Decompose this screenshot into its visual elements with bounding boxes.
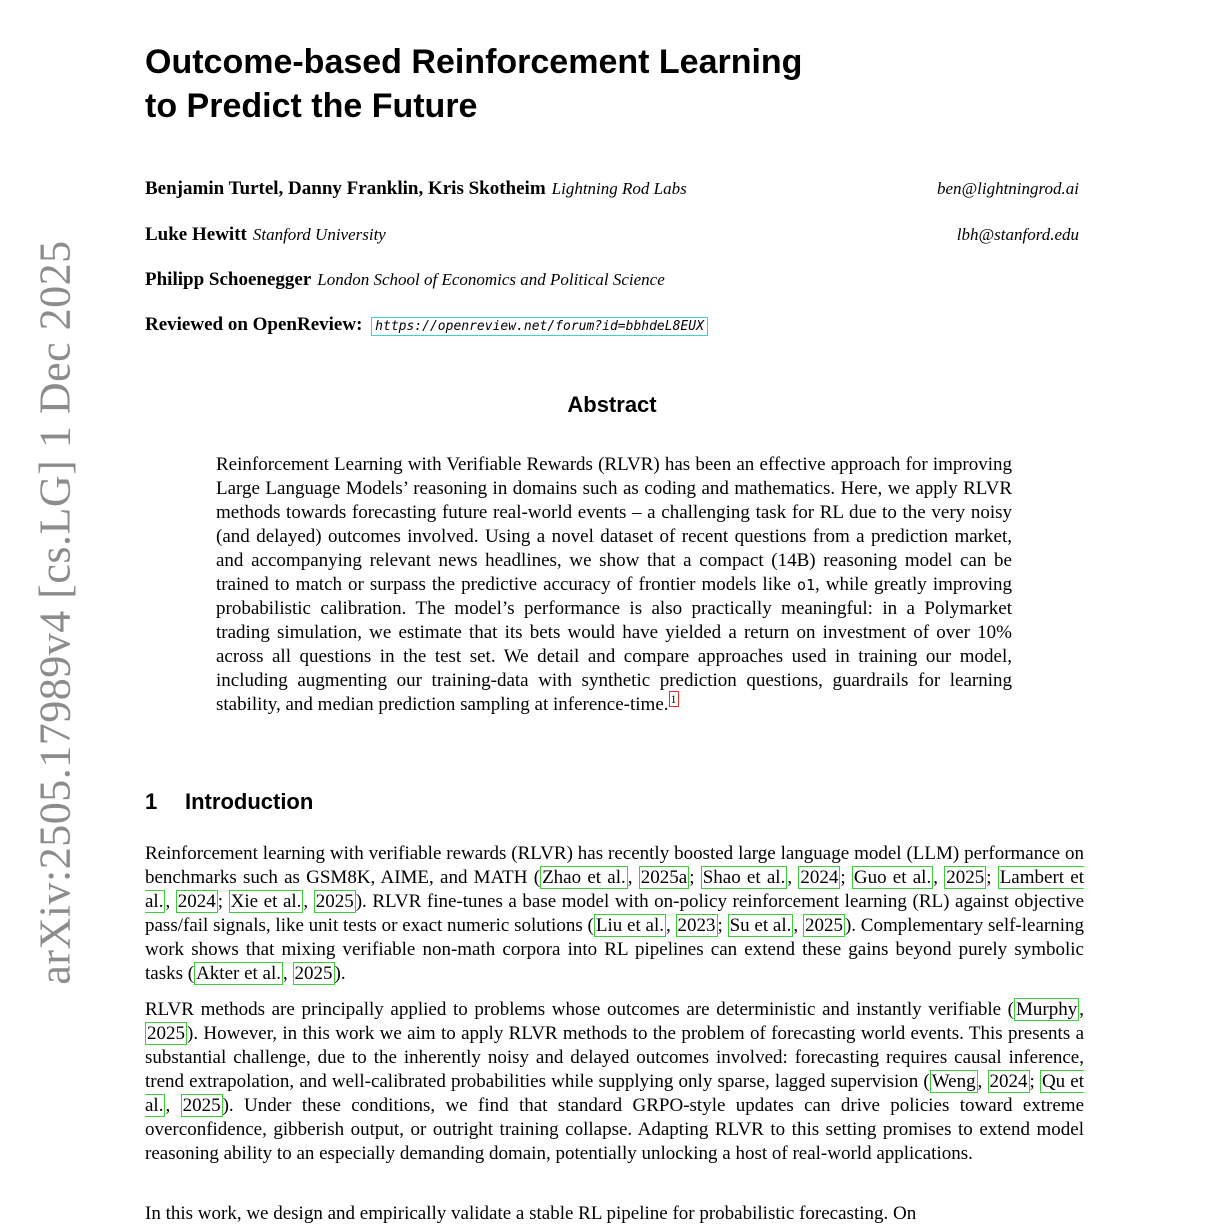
author-affiliation: Stanford University bbox=[252, 225, 386, 244]
citation-link[interactable]: 2025 bbox=[182, 1095, 221, 1116]
author-line-2 bbox=[145, 223, 1079, 247]
citation-link[interactable]: 2024 bbox=[177, 891, 216, 912]
intro-paragraph-3 bbox=[145, 1202, 1084, 1226]
paragraph-text: In this work, we design and empirically validate a stable RL pipeline for probabilistic forecasting. On bbox=[145, 1203, 917, 1224]
paragraph-text: ). However, in this work we aim to apply RLVR methods to the problem of forecasting world events. This presents a substantial challenge, due to the inherently noisy and delayed outcomes involved: forecasting requires causal inference, trend extrapolation, and well-calibrated probabilities while supplying only sparse, lagged supervision ( bbox=[145, 1023, 1084, 1092]
section-title: Introduction bbox=[185, 789, 314, 814]
abstract-body bbox=[216, 453, 1012, 717]
citation-link[interactable]: Liu et al. bbox=[595, 915, 664, 936]
abstract-text-2: , while greatly improving probabilistic calibration. The model’s performance is also practically meaningful: in a Polymarket trading simulation, we estimate that its bets would have yielded a return on investment of over 10% across all questions in the test set. We detail and compare approaches used in training our model, including augmenting our training-data with synthetic prediction questions, guardrails for learning stability, and median prediction sampling at inference-time. bbox=[216, 574, 1012, 715]
intro-paragraph-1: Reinforcement learning with verifiable rewards (RLVR) has recently boosted large language model (LLM) performance on benchmarks such as GSM8K, AIME, and MATH ( Zhao et al. , 2025a ; Shao et al. , 2024 ; Guo et al. , 2025 ; Lambert et al. , 2024 ; Xie et al. , 2025 ). RLVR fine-tunes a base model with on-policy reinforcement learning (RL) against objective pass/fail signals, like unit tests or exact numeric solutions ( Liu et al. , 2023 ; Su et al. , 2025 ). Complementary self-learning work shows that mixing verifiable non-math corpora into RL pipelines can extend these gains beyond purely symbolic tasks ( Akter et al. , 2025 ). bbox=[145, 843, 1085, 984]
citation-link[interactable]: Su et al. bbox=[729, 915, 792, 936]
abstract-heading: Abstract bbox=[567, 392, 657, 417]
citation-link[interactable]: Guo et al. bbox=[853, 867, 932, 888]
paper-title bbox=[145, 40, 802, 128]
author-email[interactable]: lbh@stanford.edu bbox=[956, 225, 1079, 244]
citation-link[interactable]: Akter et al. bbox=[196, 963, 282, 984]
citation-link[interactable]: 2025a bbox=[640, 867, 688, 888]
author-names: Philipp Schoenegger bbox=[145, 269, 312, 290]
paragraph-text: ). RLVR fine-tunes a base model with on-policy reinforcement learning (RL) against objective pass/fail signals, like unit tests or exact numeric solutions ( bbox=[145, 891, 1085, 936]
title-line-2: to Predict the Future bbox=[145, 87, 478, 125]
paragraph-text: ). Under these conditions, we find that standard GRPO-style updates can drive policies toward extreme overconfidence, gibberish output, or outright training collapse. Adapting RLVR to this setting promises to extend model reasoning ability to an especially demanding domain, potentially unlocking a host of real-world applications. bbox=[145, 1095, 1085, 1164]
citation-link[interactable]: Lambert et al. bbox=[145, 867, 1085, 912]
citation-link[interactable]: Murphy bbox=[1016, 999, 1078, 1020]
author-line-3 bbox=[145, 268, 1079, 292]
citation-link[interactable]: 2025 bbox=[315, 891, 354, 912]
intro-paragraph-2: RLVR methods are principally applied to problems whose outcomes are deterministic and instantly verifiable ( Murphy , 2025 ). However, in this work we aim to apply RLVR methods to the problem of forecasting world events. This presents a substantial challenge, due to the inherently noisy and delayed outcomes involved: forecasting requires causal inference, trend extrapolation, and well-calibrated probabilities while supplying only sparse, lagged supervision ( Weng , 2024 ; Qu et al. , 2025 ). Under these conditions, we find that standard GRPO-style updates can drive policies toward extreme overconfidence, gibberish output, or outright training collapse. Adapting RLVR to this setting promises to extend model reasoning ability to an especially demanding domain, potentially unlocking a host of real-world applications. bbox=[145, 999, 1085, 1164]
citation-link[interactable]: 2024 bbox=[800, 867, 839, 888]
author-names: Benjamin Turtel, Danny Franklin, Kris Skotheim bbox=[145, 178, 546, 199]
citation-link[interactable]: Zhao et al. bbox=[542, 867, 626, 888]
review-label: Reviewed on OpenReview: bbox=[145, 314, 363, 335]
section-heading bbox=[145, 789, 313, 815]
paragraph-text: ). bbox=[334, 963, 346, 984]
citation-link[interactable]: Weng bbox=[931, 1071, 976, 1092]
model-code: o1 bbox=[796, 576, 816, 594]
citation-link[interactable]: 2025 bbox=[147, 1023, 185, 1044]
paragraph-text: ). Complementary self-learning work shows that mixing verifiable non-math corpora into RL pipelines can extend these gains beyond purely symbolic tasks ( bbox=[145, 915, 1085, 984]
review-line bbox=[145, 313, 708, 339]
citation-link[interactable]: Xie et al. bbox=[230, 891, 302, 912]
author-names: Luke Hewitt bbox=[145, 224, 247, 245]
citation-link[interactable]: Shao et al. bbox=[702, 867, 786, 888]
citation-link[interactable]: 2023 bbox=[677, 915, 716, 936]
title-line-1: Outcome-based Reinforcement Learning bbox=[145, 43, 803, 81]
openreview-link[interactable]: https://openreview.net/forum?id=bbhdeL8EUX bbox=[371, 317, 708, 336]
footnote-link[interactable]: 1 bbox=[670, 691, 677, 706]
section-number: 1 bbox=[145, 789, 158, 814]
paragraph-text: RLVR methods are principally applied to problems whose outcomes are deterministic and instantly verifiable ( bbox=[145, 999, 1015, 1020]
paragraph-text: Reinforcement learning with verifiable rewards (RLVR) has recently boosted large language model (LLM) performance on benchmarks such as GSM8K, AIME, and MATH ( bbox=[145, 843, 1084, 888]
arxiv-id: arXiv:2505.17989v4 [cs.LG] 1 Dec 2025 bbox=[30, 239, 80, 985]
arxiv-sidebar bbox=[0, 0, 110, 1224]
author-email[interactable]: ben@lightningrod.ai bbox=[936, 179, 1079, 198]
citation-link[interactable]: 2025 bbox=[804, 915, 843, 936]
author-affiliation: Lightning Rod Labs bbox=[551, 179, 687, 198]
citation-link[interactable]: Qu et al. bbox=[145, 1071, 1085, 1116]
author-line-1 bbox=[145, 177, 1079, 201]
citation-link[interactable]: 2025 bbox=[946, 867, 985, 888]
citation-link[interactable]: 2024 bbox=[989, 1071, 1028, 1092]
abstract-text-1: Reinforcement Learning with Verifiable Rewards (RLVR) has been an effective approach for improving Large Language Models’ reasoning in domains such as coding and mathematics. Here, we apply RLVR methods towards forecasting future real-world events – a challenging task for RL due to the very noisy (and delayed) outcomes involved. Using a novel dataset of recent questions from a prediction market, and accompanying relevant news headlines, we show that a compact (14B) reasoning model can be trained to match or surpass the predictive accuracy of frontier models like bbox=[216, 454, 1012, 595]
citation-link[interactable]: 2025 bbox=[294, 963, 333, 984]
author-affiliation: London School of Economics and Political Science bbox=[317, 270, 665, 289]
